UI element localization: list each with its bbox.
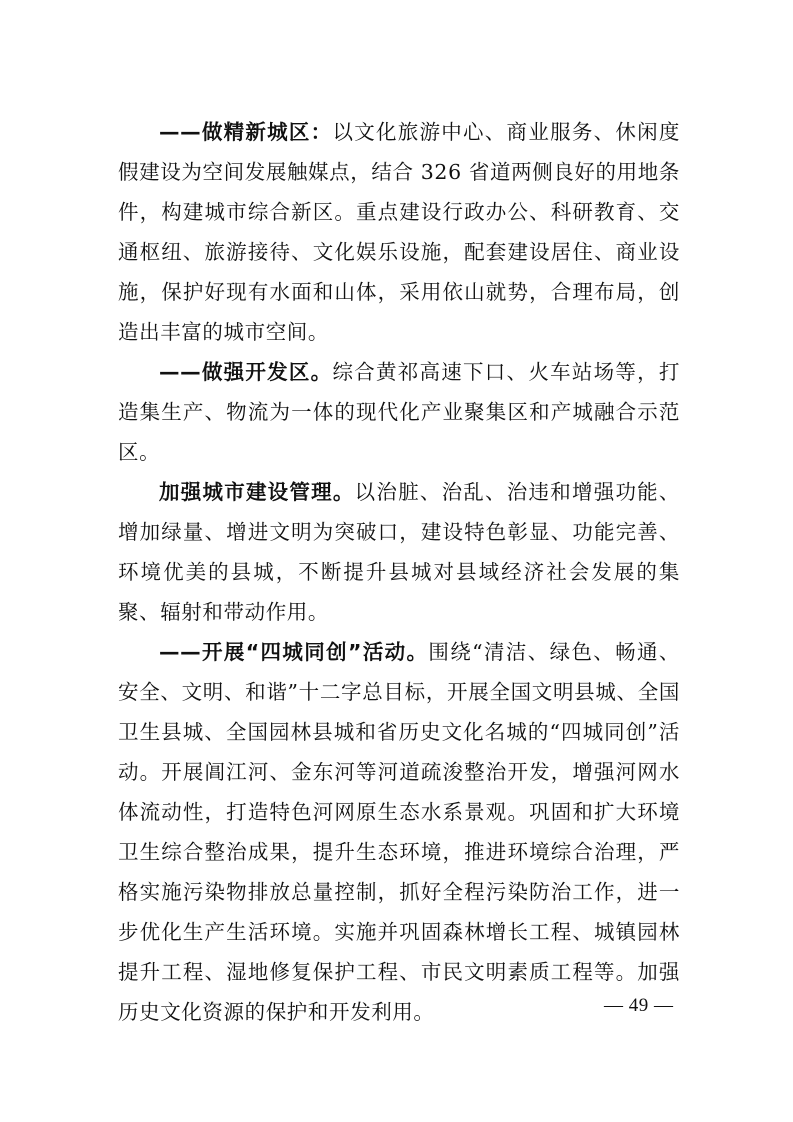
document-body	[118, 112, 680, 1032]
paragraph-text: 综合黄祁高速下口、火车站场等，打造集生产、物流为一体的现代化产业聚集区和产城融合示范区。	[118, 360, 680, 464]
paragraph-text: 以治脏、治乱、治违和增强功能、增加绿量、增进文明为突破口，建设特色彰显、功能完善、环境优美的县城，不断提升县城对县域经济社会发展的集聚、辐射和带动作用。	[118, 480, 681, 624]
paragraph-city-management	[118, 472, 680, 632]
paragraph-four-city-campaign	[118, 632, 680, 1032]
paragraph-text: 围绕“清洁、绿色、畅通、安全、文明、和谐”十二字总目标，开展全国文明县城、全国卫生县城、全国园林县城和省历史文化名城的“四城同创”活动。开展阊江河、金东河等河道疏浚整治开发，增强河网水体流动性，打造特色河网原生态水系景观。巩固和扩大环境卫生综合整治成果，提升生态环境，推进环境综合治理，严格实施污染物排放总量控制，抓好全程污染防治工作，进一步优化生产生活环境。实施并巩固森林增长工程、城镇园林提升工程、湿地修复保护工程、市民文明素质工程等。加强历史文化资源的保护和开发利用。	[118, 640, 681, 1024]
paragraph-heading: 加强城市建设管理。	[159, 480, 355, 504]
paragraph-new-city-area	[118, 112, 680, 352]
page-number: — 49 —	[604, 995, 674, 1016]
paragraph-heading: ——做精新城区：	[159, 120, 333, 144]
paragraph-text: 以文化旅游中心、商业服务、休闲度假建设为空间发展触媒点，结合 326 省道两侧良好的用地条件，构建城市综合新区。重点建设行政办公、科研教育、交通枢纽、旅游接待、文化娱乐设施，配套建设居住、商业设施，保护好现有水面和山体，采用依山就势，合理布局，创造出丰富的城市空间。	[118, 120, 680, 344]
paragraph-development-zone	[118, 352, 680, 472]
paragraph-heading: ——开展“四城同创”活动。	[159, 640, 429, 664]
paragraph-heading: ——做强开发区。	[159, 360, 333, 384]
